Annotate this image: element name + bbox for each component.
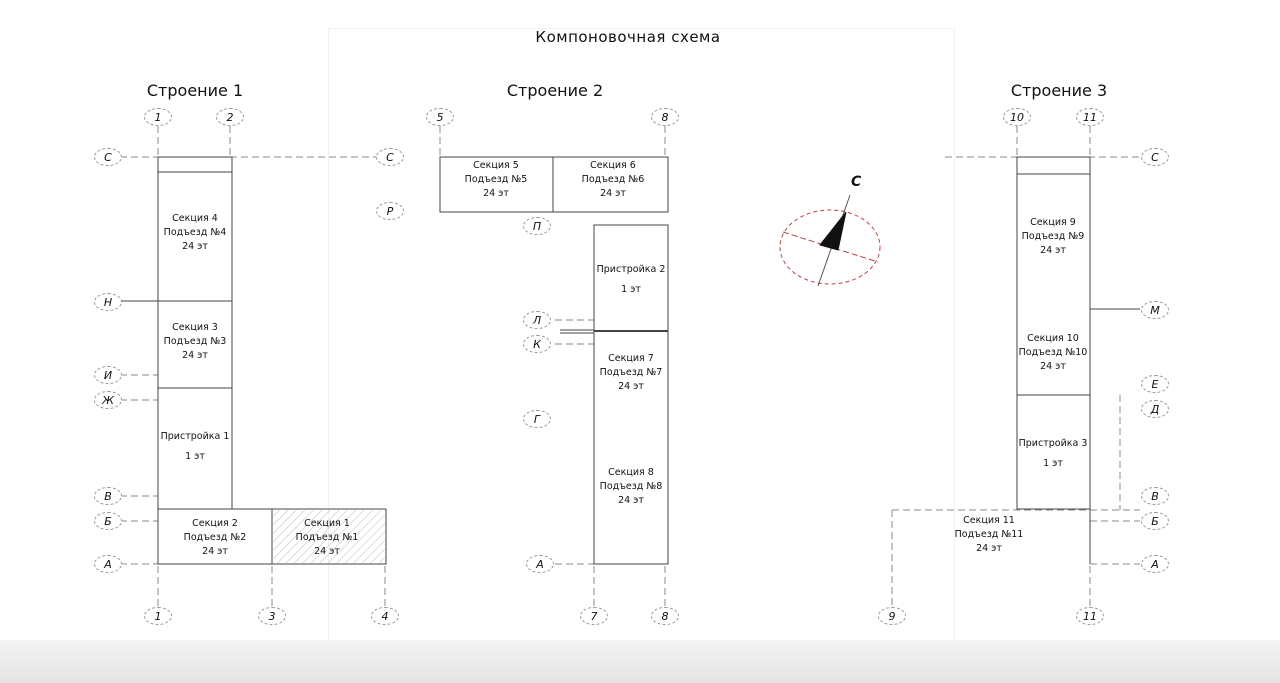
section-2-label: Секция 2 Подъезд №2 24 эт: [183, 518, 247, 557]
axis-bubble-V-left: В: [94, 487, 122, 505]
axis-bubble-B-right: Б: [1141, 512, 1169, 530]
diagram-title: Компоновочная схема: [535, 28, 721, 46]
axis-bubble-10-top: 10: [1003, 108, 1031, 126]
axis-bubble-S-mid: С: [376, 148, 404, 166]
axis-bubble-S-left: С: [94, 148, 122, 166]
axis-bubble-3-bottom: 3: [258, 607, 286, 625]
section-9-label: Секция 9 Подъезд №9 24 эт: [1021, 217, 1085, 256]
section-11-label: Секция 11 Подъезд №11 24 эт: [954, 515, 1024, 554]
section-4-label: Секция 4 Подъезд №4 24 эт: [163, 213, 227, 252]
axis-bubble-N-left: Н: [94, 293, 122, 311]
axis-bubble-11-bottom: 11: [1076, 607, 1104, 625]
section-6-label: Секция 6 Подъезд №6 24 эт: [581, 160, 645, 199]
axis-bubble-8-top: 8: [651, 108, 679, 126]
axis-bubble-2-top: 2: [216, 108, 244, 126]
axis-bubble-I-left: И: [94, 366, 122, 384]
axis-bubble-K-mid: К: [523, 335, 551, 353]
footer-band: [0, 640, 1280, 683]
axis-bubble-8-bottom: 8: [651, 607, 679, 625]
axis-bubble-4-bottom: 4: [371, 607, 399, 625]
axis-bubble-A-mid: А: [526, 555, 554, 573]
axis-bubble-A-right: А: [1141, 555, 1169, 573]
axis-bubble-D-right: Д: [1141, 400, 1169, 418]
axis-bubble-S-right: С: [1141, 148, 1169, 166]
axis-bubble-5-top: 5: [426, 108, 454, 126]
building-3-title: Строение 3: [1010, 81, 1108, 100]
section-3-label: Секция 3 Подъезд №3 24 эт: [163, 322, 227, 361]
section-1-label: Секция 1 Подъезд №1 24 эт: [295, 518, 359, 557]
axis-bubble-R-mid: Р: [376, 202, 404, 220]
section-8-label: Секция 8 Подъезд №8 24 эт: [599, 467, 663, 506]
axis-bubble-9-bottom: 9: [878, 607, 906, 625]
section-7-label: Секция 7 Подъезд №7 24 эт: [599, 353, 663, 392]
axis-bubble-B-left: Б: [94, 512, 122, 530]
axis-bubble-A-left: А: [94, 555, 122, 573]
building-2-title: Строение 2: [506, 81, 604, 100]
annex-1-label: Пристройка 1 1 эт: [160, 431, 230, 462]
axis-bubble-M-right: М: [1141, 301, 1169, 319]
compass: [780, 195, 880, 286]
axis-bubble-7-bottom: 7: [580, 607, 608, 625]
axis-bubble-11-top: 11: [1076, 108, 1104, 126]
axis-bubble-V-right: В: [1141, 487, 1169, 505]
section-5-label: Секция 5 Подъезд №5 24 эт: [464, 160, 528, 199]
building-1-title: Строение 1: [146, 81, 244, 100]
annex-2-label: Пристройка 2 1 эт: [596, 264, 666, 295]
compass-north-label: С: [851, 174, 862, 190]
section-10-label: Секция 10 Подъезд №10 24 эт: [1018, 333, 1088, 372]
axis-bubble-P-mid: П: [523, 217, 551, 235]
axis-bubble-Zh-left: Ж: [94, 391, 122, 409]
axis-bubble-G-mid: Г: [523, 410, 551, 428]
building-1-outline: [120, 157, 386, 564]
axis-bubble-1-top: 1: [144, 108, 172, 126]
axis-bubble-1-bottom: 1: [144, 607, 172, 625]
axis-bubble-L-mid: Л: [523, 311, 551, 329]
axis-bubble-E-right: Е: [1141, 375, 1169, 393]
annex-3-label: Пристройка 3 1 эт: [1018, 438, 1088, 469]
